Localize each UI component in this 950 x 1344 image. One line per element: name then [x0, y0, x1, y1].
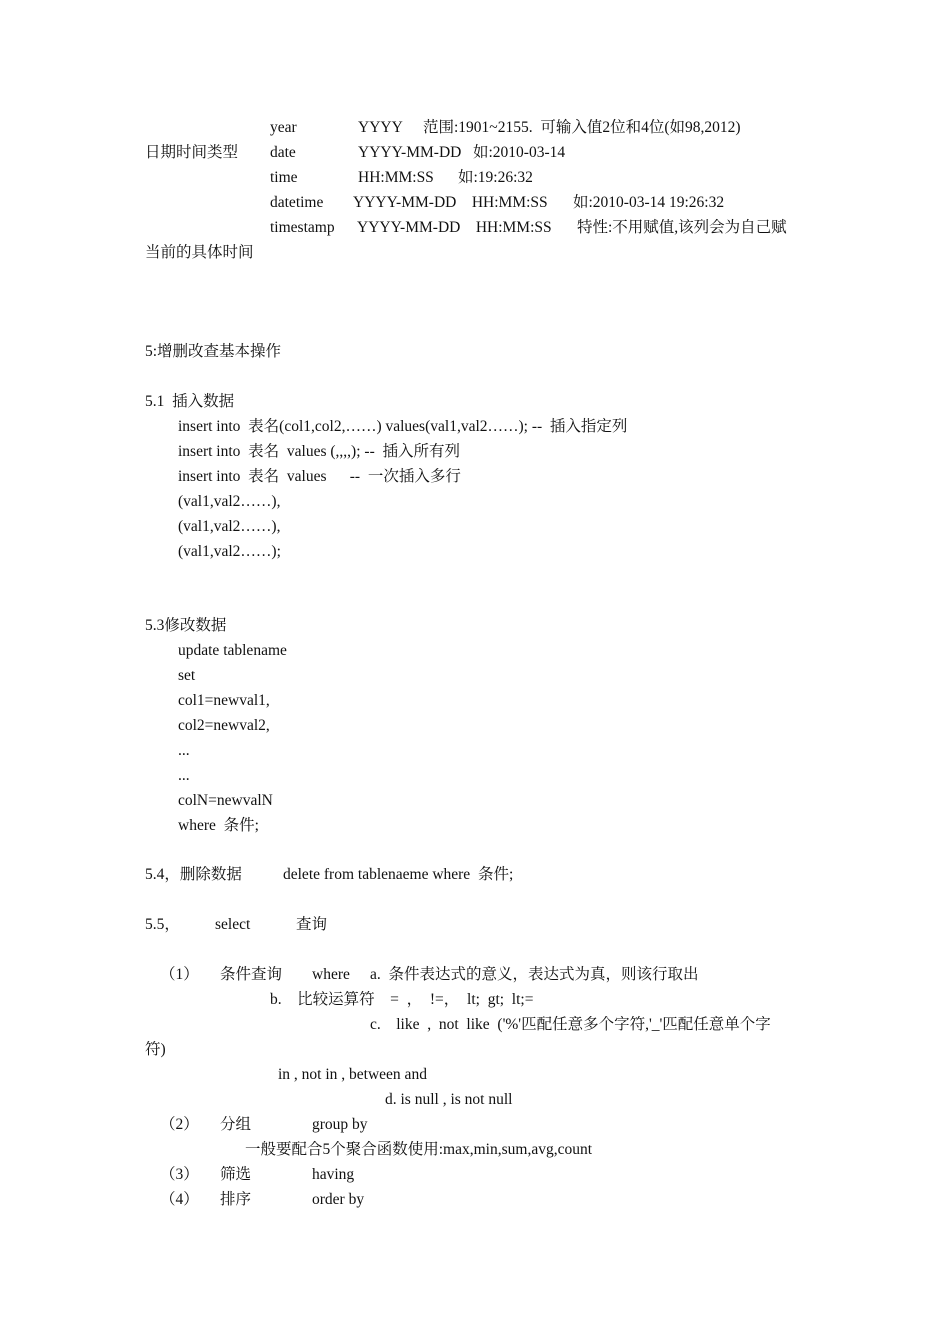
item-keyword: order by: [312, 1191, 365, 1208]
item-name: 条件查询: [220, 966, 283, 983]
select-label: 查询: [296, 916, 328, 933]
item-keyword: group by: [312, 1116, 368, 1133]
type-note: 如:2010-03-14: [473, 144, 566, 161]
type-name: date: [270, 144, 296, 161]
update-line: colN=newvalN: [178, 792, 273, 809]
type-name: timestamp: [270, 219, 335, 236]
type-name: year: [270, 119, 297, 136]
type-format: YYYY-MM-DD: [358, 144, 462, 161]
insert-line: insert into 表名 values (,,,,); -- 插入所有列: [178, 443, 460, 460]
section-title: 5:增删改查基本操作: [145, 343, 282, 360]
like-operators: c. like , not like ('%'匹配任意多个字符,'_'匹配任意单个字: [370, 1016, 771, 1033]
update-line: where 条件;: [178, 817, 259, 834]
item-name: 排序: [220, 1191, 252, 1208]
timestamp-continuation: 当前的具体时间: [145, 244, 254, 261]
select-keyword: select: [215, 916, 251, 933]
delete-statement: delete from tablenaeme where 条件;: [283, 866, 514, 883]
select-title: 5.5，: [145, 916, 180, 933]
item-name: 分组: [220, 1116, 252, 1133]
item-number: （1）: [160, 966, 199, 983]
datetime-section-label: 日期时间类型: [145, 144, 239, 161]
update-line: ...: [178, 767, 190, 784]
item-keyword: where: [312, 966, 350, 983]
null-operators: d. is null , is not null: [385, 1091, 513, 1108]
type-format: YYYY: [358, 119, 403, 136]
type-name: time: [270, 169, 298, 186]
insert-line: (val1,val2……),: [178, 518, 281, 535]
item-keyword: having: [312, 1166, 355, 1183]
compare-operators: b. 比较运算符 = ， !=， lt; gt; lt;=: [270, 991, 534, 1008]
type-note: 如:19:26:32: [458, 169, 533, 186]
datetime-row-timestamp: [0, 218, 950, 298]
item-number: （4）: [160, 1191, 199, 1208]
type-format: YYYY-MM-DD HH:MM:SS: [353, 194, 548, 211]
select-item-4: [0, 1190, 950, 1270]
type-format: YYYY-MM-DD HH:MM:SS: [357, 219, 552, 236]
insert-line: insert into 表名(col1,col2,……) values(val1,val2……); -- 插入指定列: [178, 418, 628, 435]
item-name: 筛选: [220, 1166, 252, 1183]
type-format: HH:MM:SS: [358, 169, 434, 186]
item-number: （2）: [160, 1116, 199, 1133]
type-note: 如:2010-03-14 19:26:32: [573, 194, 725, 211]
delete-title: 5.4，删除数据: [145, 866, 242, 883]
update-line: update tablename: [178, 642, 287, 659]
insert-line: (val1,val2……);: [178, 543, 281, 560]
insert-line: (val1,val2……),: [178, 493, 281, 510]
update-line: ...: [178, 742, 190, 759]
type-note: 特性:不用赋值,该列会为自己赋: [577, 219, 787, 236]
in-between-operators: in , not in , between and: [278, 1066, 427, 1083]
type-note: 范围:1901~2155. 可输入值2位和4位(如98,2012): [423, 119, 741, 136]
item-desc: a. 条件表达式的意义，表达式为真，则该行取出: [370, 966, 699, 983]
item-number: （3）: [160, 1166, 199, 1183]
update-title: 5.3修改数据: [145, 617, 227, 634]
update-line: col1=newval1,: [178, 692, 270, 709]
group-note: 一般要配合5个聚合函数使用:max,min,sum,avg,count: [245, 1141, 593, 1158]
type-name: datetime: [270, 194, 324, 211]
insert-title: 5.1 插入数据: [145, 393, 235, 410]
update-line: set: [178, 667, 196, 684]
insert-line: insert into 表名 values -- 一次插入多行: [178, 468, 461, 485]
update-line: col2=newval2,: [178, 717, 270, 734]
like-operators-continuation: 符): [145, 1041, 166, 1058]
